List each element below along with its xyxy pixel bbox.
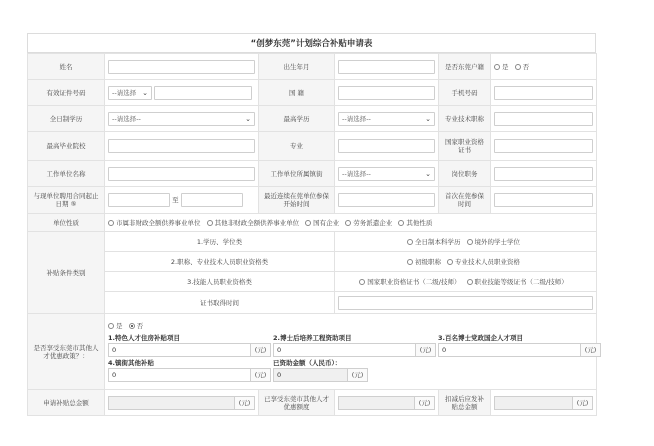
option-text: 专业技术人员职业资格: [455, 258, 521, 266]
deduct-label: 扣减后应发补贴总金额: [439, 390, 491, 416]
item1-label: 1.特色人才住房补贴项目: [108, 334, 180, 342]
nation-label: 国 籍: [259, 80, 335, 106]
to-label: 至: [172, 196, 179, 204]
other-yes[interactable]: [108, 321, 123, 330]
social-input[interactable]: [338, 193, 435, 207]
nature-option[interactable]: [345, 218, 392, 227]
enjoyed-label: 已享受东莞市其他人才优惠额度: [259, 390, 335, 416]
title-input[interactable]: [494, 112, 593, 126]
subsidy-label: 补贴条件类别: [28, 232, 105, 314]
nature-label: 单位性质: [28, 214, 105, 232]
total-label: 申请补贴总金额: [28, 390, 105, 416]
item1-value: 0: [112, 346, 117, 354]
cert-input[interactable]: [494, 139, 593, 153]
radio-icon: [447, 259, 453, 265]
employer-input[interactable]: [108, 167, 255, 181]
first-social-input[interactable]: [494, 193, 593, 207]
phone-input[interactable]: [494, 86, 593, 100]
school-label: 最高毕业院校: [28, 132, 105, 161]
item2-value: 0: [277, 346, 282, 354]
hukou-no-text: 否: [522, 63, 530, 71]
name-label: 姓名: [28, 54, 105, 80]
birth-label: 出生年月: [259, 54, 335, 80]
option-text: 全日制本科学历: [414, 238, 461, 246]
subsidy-cat-2: 2.职称、专业技术人员职业资格类: [105, 252, 335, 272]
other-no-text: 否: [136, 322, 144, 330]
subsidy-cat-1: 1.学历、学位类: [105, 232, 335, 252]
option-text: 初级职称: [414, 258, 441, 266]
item4-amount-field[interactable]: [108, 368, 271, 382]
nature-option[interactable]: [398, 218, 432, 227]
subsidy-cat-3: 3.技能人员职业资格类: [105, 272, 335, 292]
cert-time-input[interactable]: [338, 296, 593, 310]
major-input[interactable]: [338, 139, 435, 153]
nature-option[interactable]: [305, 218, 339, 227]
item3-label: 3.百名博士党政国企人才项目: [438, 334, 523, 342]
radio-icon: [407, 259, 413, 265]
enjoyed-amount-field: [338, 396, 435, 410]
hukou-yes-text: 是: [502, 63, 509, 71]
chevron-down-icon: ⌄: [245, 114, 251, 123]
unit-label: (元): [250, 344, 270, 356]
option-text: 境外的学士学位: [474, 238, 521, 246]
unit-label: (元): [414, 397, 434, 409]
received-amount-field: [273, 368, 368, 382]
phone-label: 手机号码: [439, 80, 491, 106]
nature-options: [105, 214, 597, 232]
policy-items-row1: [108, 332, 597, 357]
edu-select[interactable]: [108, 112, 255, 126]
other-no[interactable]: [129, 321, 144, 330]
radio-icon: [359, 279, 365, 285]
radio-icon: [207, 220, 213, 226]
unit-label: (元): [580, 344, 600, 356]
item4-label: 4.镇街其他补贴: [108, 359, 154, 367]
subsidy-1-option-b[interactable]: [467, 237, 521, 246]
subsidy-2-option-b[interactable]: [447, 257, 520, 266]
top-edu-label: 最高学历: [259, 106, 335, 132]
radio-checked-icon: [129, 323, 135, 329]
id-label: 有效证件号码: [28, 80, 105, 106]
nature-option-text: 其他性质: [406, 219, 433, 227]
subsidy-3-option-a[interactable]: [359, 277, 460, 286]
id-number-input[interactable]: [154, 86, 252, 100]
radio-icon: [407, 239, 413, 245]
unit-label: (元): [234, 397, 254, 409]
cert-label: 国家职业资格证书: [439, 132, 491, 161]
radio-icon: [398, 220, 404, 226]
chevron-down-icon: ⌄: [425, 169, 431, 178]
contract-label: 与现单位聘用合同起止日期 ⑤: [28, 187, 105, 214]
title-label: 专业技术职称: [439, 106, 491, 132]
town-label: 工作单位所属镇街: [259, 161, 335, 187]
item2-label: 2.博士后培养工程资助项目: [273, 334, 352, 342]
unit-label: (元): [415, 344, 435, 356]
top-edu-select[interactable]: [338, 112, 435, 126]
radio-icon: [494, 64, 500, 70]
other-yes-text: 是: [116, 322, 123, 330]
nature-option[interactable]: [108, 218, 201, 227]
contract-end-input[interactable]: [181, 193, 243, 207]
received-value: 0: [277, 371, 282, 379]
school-input[interactable]: [108, 139, 255, 153]
nature-option-text: 其他非财政全额供养事业单位: [214, 219, 300, 227]
contract-start-input[interactable]: [108, 193, 170, 207]
radio-icon: [305, 220, 311, 226]
first-social-label: 首次在莞参保时间: [439, 187, 491, 214]
major-label: 专业: [259, 132, 335, 161]
hukou-label: 是否东莞户籍: [439, 54, 491, 80]
town-select[interactable]: [338, 167, 435, 181]
radio-icon: [467, 239, 473, 245]
nature-option-text: 国有企业: [313, 219, 340, 227]
edu-value: --请选择--: [112, 115, 141, 123]
post-label: 岗位职务: [439, 161, 491, 187]
hukou-no[interactable]: [515, 62, 530, 71]
item3-value: 0: [442, 346, 447, 354]
id-type-select[interactable]: [108, 86, 152, 100]
form-table: [27, 53, 597, 416]
nation-input[interactable]: [338, 86, 435, 100]
post-input[interactable]: [494, 167, 593, 181]
option-text: 职业技能等级证书（二级/技师）: [474, 278, 568, 286]
employer-label: 工作单位名称: [28, 161, 105, 187]
item4-value: 0: [112, 371, 117, 379]
social-label: 最近连续在莞单位参保开始时间: [259, 187, 335, 214]
unit-label: (元): [572, 397, 592, 409]
chevron-down-icon: ⌄: [425, 114, 431, 123]
radio-icon: [345, 220, 351, 226]
subsidy-application-form: [27, 33, 596, 416]
received-label: 已资助金额（人民币）：: [273, 359, 342, 367]
deduct-amount-field: [494, 396, 593, 410]
edu-label: 全日制学历: [28, 106, 105, 132]
radio-icon: [515, 64, 521, 70]
unit-label: (元): [347, 369, 367, 381]
item2-amount-field[interactable]: [273, 343, 436, 357]
cert-time-label: 证书取得时间: [105, 292, 335, 314]
item1-amount-field[interactable]: [108, 343, 271, 357]
subsidy-3-option-b[interactable]: [467, 277, 568, 286]
total-amount-field: [108, 396, 255, 410]
policy-items-row2: [108, 357, 593, 382]
option-text: 国家职业资格证书（二级/技师）: [367, 278, 461, 286]
name-input[interactable]: [108, 60, 255, 74]
town-value: --请选择--: [342, 170, 371, 178]
radio-icon: [108, 323, 114, 329]
item3-amount-field[interactable]: [438, 343, 601, 357]
nature-option-text: 劳务派遣企业: [353, 219, 393, 227]
nature-option[interactable]: [207, 218, 300, 227]
subsidy-1-option-a[interactable]: [407, 237, 461, 246]
top-edu-value: --请选择--: [342, 115, 371, 123]
birth-input[interactable]: [338, 60, 435, 74]
id-type-value: --请选择: [112, 89, 137, 97]
unit-label: (元): [250, 369, 270, 381]
form-title: “创梦东莞”计划综合补贴申请表: [27, 33, 596, 53]
subsidy-2-option-a[interactable]: [407, 257, 441, 266]
radio-icon: [108, 220, 114, 226]
nature-option-text: 市属非财政全额供养事业单位: [116, 219, 201, 227]
other-policy-label: 是否享受东莞市其他人才优惠政策？：: [28, 314, 105, 390]
chevron-down-icon: ⌄: [142, 88, 148, 97]
hukou-yes[interactable]: [494, 62, 509, 71]
radio-icon: [467, 279, 473, 285]
